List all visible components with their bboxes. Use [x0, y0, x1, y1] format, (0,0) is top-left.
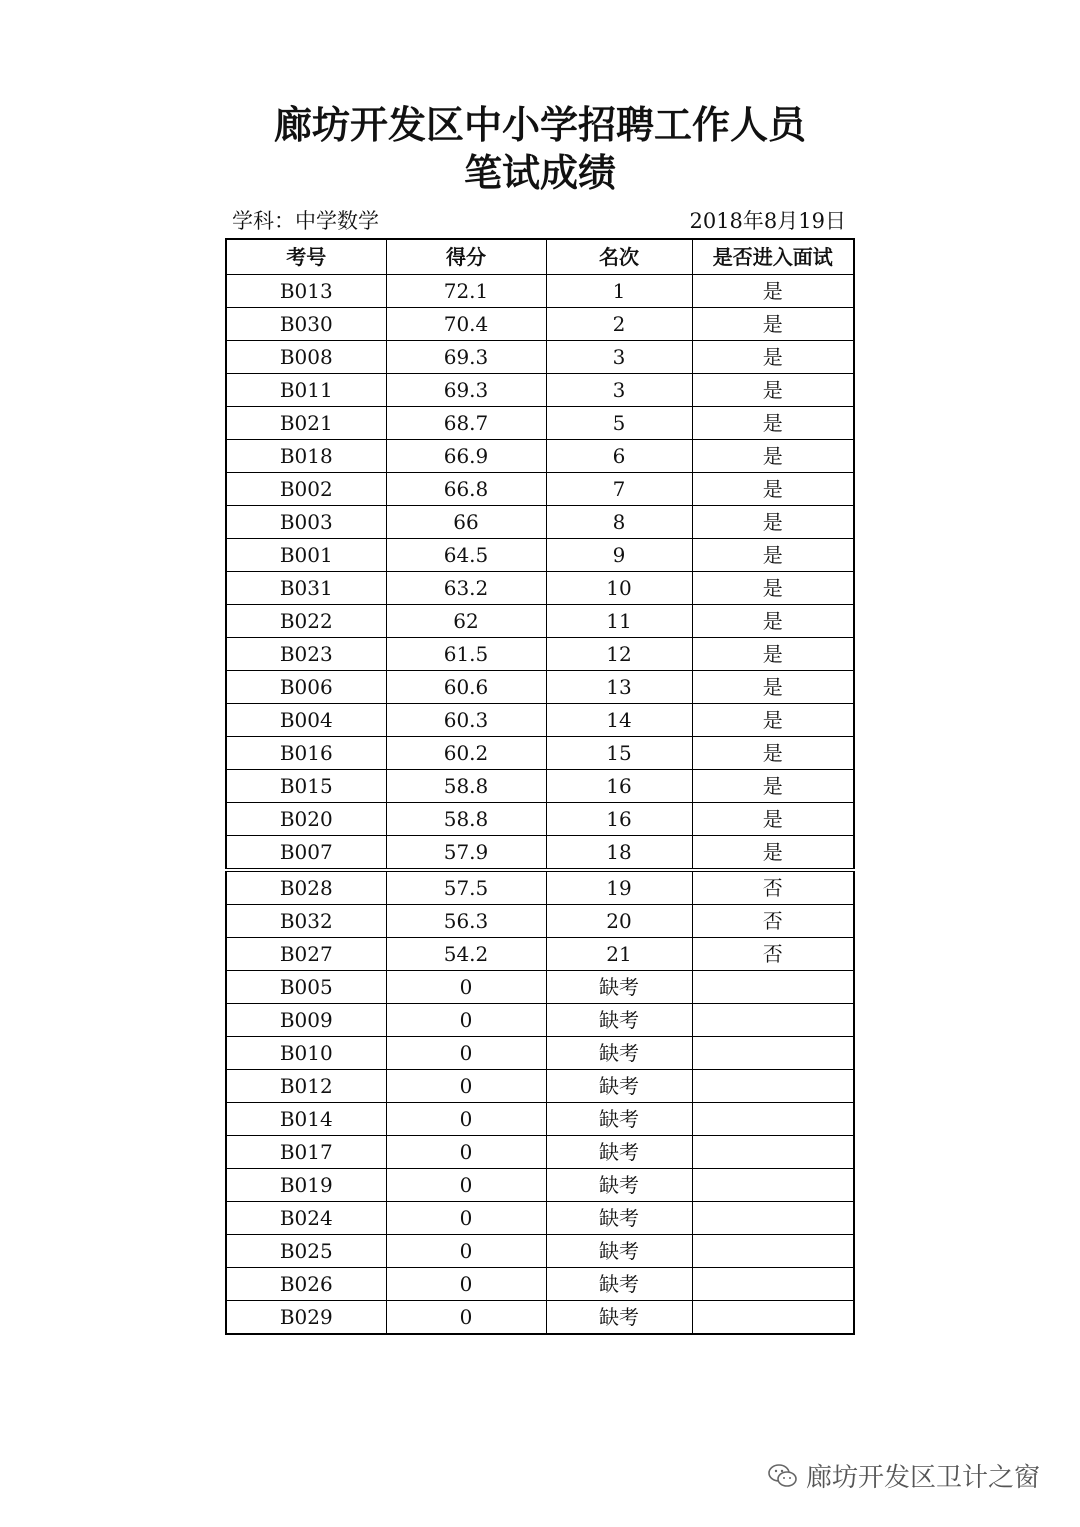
cell-rank: 20 [546, 905, 692, 938]
cell-rank: 缺考 [546, 1301, 692, 1335]
cell-rank: 7 [546, 473, 692, 506]
header-exam-number: 考号 [226, 239, 386, 275]
cell-interview: 否 [692, 905, 854, 938]
cell-exam-number: B009 [226, 1004, 386, 1037]
cell-exam-number: B003 [226, 506, 386, 539]
cell-interview [692, 1136, 854, 1169]
cell-rank: 缺考 [546, 1169, 692, 1202]
cell-interview: 是 [692, 275, 854, 308]
cell-interview: 是 [692, 341, 854, 374]
cell-interview: 是 [692, 605, 854, 638]
cell-interview: 是 [692, 638, 854, 671]
score-table [225, 238, 855, 1335]
table-row [226, 407, 854, 440]
cell-interview: 是 [692, 374, 854, 407]
cell-rank: 8 [546, 506, 692, 539]
cell-interview: 是 [692, 572, 854, 605]
table-row [226, 1103, 854, 1136]
cell-interview [692, 1037, 854, 1070]
cell-interview: 是 [692, 539, 854, 572]
cell-interview [692, 1004, 854, 1037]
cell-rank: 18 [546, 836, 692, 871]
cell-exam-number: B018 [226, 440, 386, 473]
table-row [226, 1070, 854, 1103]
table-row [226, 971, 854, 1004]
cell-exam-number: B016 [226, 737, 386, 770]
cell-interview: 是 [692, 704, 854, 737]
table-row [226, 1202, 854, 1235]
exam-date: 2018年8月19日 [689, 209, 846, 233]
cell-interview [692, 1103, 854, 1136]
subject-label: 学科：中学数学 [232, 209, 379, 233]
cell-exam-number: B024 [226, 1202, 386, 1235]
cell-exam-number: B015 [226, 770, 386, 803]
cell-exam-number: B020 [226, 803, 386, 836]
cell-exam-number: B011 [226, 374, 386, 407]
table-row [226, 1301, 854, 1335]
cell-rank: 12 [546, 638, 692, 671]
table-row [226, 638, 854, 671]
cell-score: 60.3 [386, 704, 546, 737]
score-table-body [226, 275, 854, 1335]
table-row [226, 1037, 854, 1070]
cell-score: 69.3 [386, 341, 546, 374]
cell-score: 0 [386, 1235, 546, 1268]
cell-rank: 缺考 [546, 1235, 692, 1268]
cell-interview: 否 [692, 870, 854, 905]
cell-exam-number: B006 [226, 671, 386, 704]
cell-exam-number: B031 [226, 572, 386, 605]
cell-exam-number: B010 [226, 1037, 386, 1070]
cell-rank: 缺考 [546, 1070, 692, 1103]
cell-rank: 9 [546, 539, 692, 572]
cell-exam-number: B021 [226, 407, 386, 440]
header-rank: 名次 [546, 239, 692, 275]
cell-interview: 是 [692, 506, 854, 539]
cell-rank: 13 [546, 671, 692, 704]
cell-score: 64.5 [386, 539, 546, 572]
table-row [226, 605, 854, 638]
cell-rank: 缺考 [546, 1202, 692, 1235]
cell-interview: 是 [692, 836, 854, 871]
cell-rank: 19 [546, 870, 692, 905]
cell-score: 0 [386, 1070, 546, 1103]
cell-exam-number: B027 [226, 938, 386, 971]
table-row [226, 870, 854, 905]
cell-score: 68.7 [386, 407, 546, 440]
cell-interview: 是 [692, 737, 854, 770]
cell-rank: 21 [546, 938, 692, 971]
cell-score: 58.8 [386, 770, 546, 803]
table-row [226, 938, 854, 971]
cell-exam-number: B032 [226, 905, 386, 938]
cell-rank: 缺考 [546, 1268, 692, 1301]
table-row [226, 905, 854, 938]
cell-score: 0 [386, 1169, 546, 1202]
table-row [226, 671, 854, 704]
cell-interview: 是 [692, 671, 854, 704]
cell-interview [692, 1268, 854, 1301]
table-row [226, 308, 854, 341]
cell-rank: 16 [546, 803, 692, 836]
cell-exam-number: B028 [226, 870, 386, 905]
cell-score: 54.2 [386, 938, 546, 971]
cell-interview [692, 1202, 854, 1235]
table-row [226, 1268, 854, 1301]
table-row [226, 341, 854, 374]
cell-interview [692, 1070, 854, 1103]
header-interview: 是否进入面试 [692, 239, 854, 275]
table-row [226, 1004, 854, 1037]
cell-rank: 14 [546, 704, 692, 737]
cell-score: 0 [386, 1004, 546, 1037]
table-row [226, 1235, 854, 1268]
table-row [226, 473, 854, 506]
table-row [226, 737, 854, 770]
table-row [226, 1136, 854, 1169]
cell-interview: 是 [692, 407, 854, 440]
cell-exam-number: B025 [226, 1235, 386, 1268]
cell-exam-number: B002 [226, 473, 386, 506]
cell-exam-number: B017 [226, 1136, 386, 1169]
cell-interview: 是 [692, 308, 854, 341]
cell-interview [692, 1235, 854, 1268]
cell-rank: 缺考 [546, 1004, 692, 1037]
cell-interview [692, 1169, 854, 1202]
cell-score: 60.2 [386, 737, 546, 770]
cell-rank: 15 [546, 737, 692, 770]
cell-exam-number: B004 [226, 704, 386, 737]
cell-score: 60.6 [386, 671, 546, 704]
table-row [226, 506, 854, 539]
cell-score: 66 [386, 506, 546, 539]
cell-score: 62 [386, 605, 546, 638]
table-row [226, 275, 854, 308]
table-row [226, 440, 854, 473]
cell-score: 0 [386, 1268, 546, 1301]
cell-score: 69.3 [386, 374, 546, 407]
table-header-row [226, 239, 854, 275]
wechat-icon [768, 1463, 798, 1489]
cell-interview: 是 [692, 473, 854, 506]
cell-rank: 6 [546, 440, 692, 473]
page-title: 廊坊开发区中小学招聘工作人员 [273, 103, 806, 147]
cell-rank: 缺考 [546, 1136, 692, 1169]
cell-rank: 16 [546, 770, 692, 803]
cell-score: 0 [386, 1202, 546, 1235]
cell-exam-number: B008 [226, 341, 386, 374]
cell-score: 0 [386, 1037, 546, 1070]
cell-interview: 否 [692, 938, 854, 971]
cell-rank: 2 [546, 308, 692, 341]
cell-score: 61.5 [386, 638, 546, 671]
table-row [226, 1169, 854, 1202]
table-row [226, 572, 854, 605]
cell-score: 72.1 [386, 275, 546, 308]
cell-rank: 1 [546, 275, 692, 308]
cell-rank: 10 [546, 572, 692, 605]
cell-score: 0 [386, 1103, 546, 1136]
cell-rank: 缺考 [546, 1103, 692, 1136]
cell-exam-number: B029 [226, 1301, 386, 1335]
cell-score: 0 [386, 1301, 546, 1335]
cell-interview: 是 [692, 440, 854, 473]
header-score: 得分 [386, 239, 546, 275]
cell-interview [692, 1301, 854, 1335]
cell-exam-number: B030 [226, 308, 386, 341]
cell-interview: 是 [692, 770, 854, 803]
cell-score: 57.9 [386, 836, 546, 871]
cell-exam-number: B005 [226, 971, 386, 1004]
cell-score: 58.8 [386, 803, 546, 836]
cell-score: 0 [386, 1136, 546, 1169]
cell-interview: 是 [692, 803, 854, 836]
cell-score: 57.5 [386, 870, 546, 905]
cell-rank: 11 [546, 605, 692, 638]
page-subtitle: 笔试成绩 [463, 151, 616, 195]
cell-exam-number: B026 [226, 1268, 386, 1301]
cell-rank: 缺考 [546, 1037, 692, 1070]
cell-rank: 3 [546, 341, 692, 374]
watermark-text: 廊坊开发区卫计之窗 [805, 1463, 1040, 1493]
cell-rank: 缺考 [546, 971, 692, 1004]
table-row [226, 836, 854, 871]
cell-exam-number: B019 [226, 1169, 386, 1202]
cell-rank: 5 [546, 407, 692, 440]
cell-interview [692, 971, 854, 1004]
cell-exam-number: B014 [226, 1103, 386, 1136]
cell-score: 63.2 [386, 572, 546, 605]
cell-score: 66.8 [386, 473, 546, 506]
cell-score: 66.9 [386, 440, 546, 473]
cell-score: 70.4 [386, 308, 546, 341]
table-row [226, 770, 854, 803]
cell-exam-number: B012 [226, 1070, 386, 1103]
table-row [226, 539, 854, 572]
cell-exam-number: B007 [226, 836, 386, 871]
watermark [768, 1457, 1040, 1494]
table-row [226, 704, 854, 737]
cell-exam-number: B022 [226, 605, 386, 638]
table-row [226, 803, 854, 836]
cell-score: 56.3 [386, 905, 546, 938]
table-row [226, 374, 854, 407]
cell-exam-number: B001 [226, 539, 386, 572]
cell-exam-number: B023 [226, 638, 386, 671]
cell-score: 0 [386, 971, 546, 1004]
cell-rank: 3 [546, 374, 692, 407]
cell-exam-number: B013 [226, 275, 386, 308]
